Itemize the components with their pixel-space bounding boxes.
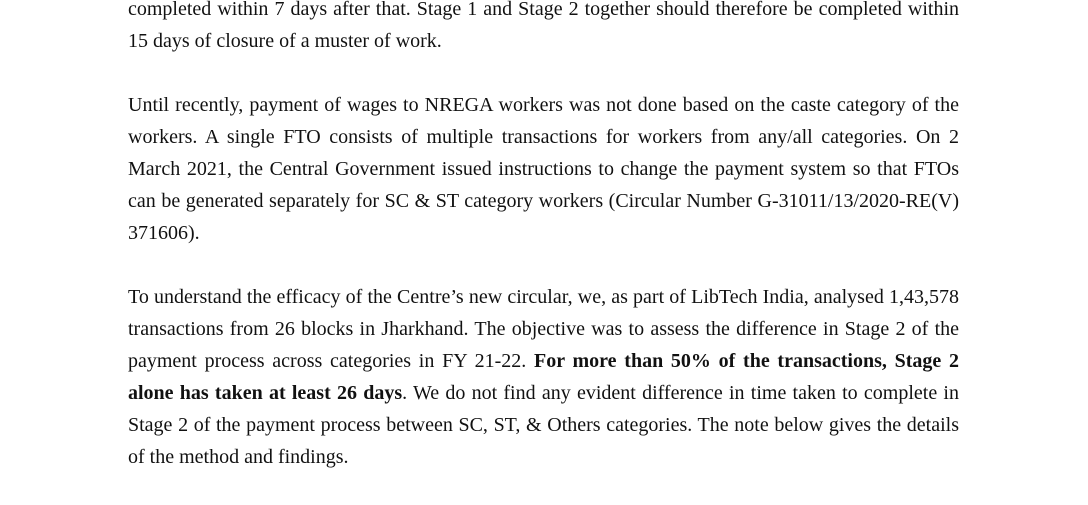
document-page	[128, 0, 959, 505]
paragraph-stage-timeline: completed within 7 days after that. Stage 1 and Stage 2 together should therefore be completed within 15 days of closure of a muster of work.	[128, 0, 959, 52]
findings-intro-text: To understand the efficacy of the Centre’s new circular, we, as part of LibTech India, analysed 1,43,578 transactions from 26 blocks in Jharkhand. The objective was to assess the difference in Stage 2 of the payment process across categories in FY 21-22.	[128, 286, 959, 372]
paragraph-analysis-findings	[128, 281, 959, 473]
paragraph-payment-system-change: Until recently, payment of wages to NREGA workers was not done based on the caste category of the workers. A single FTO consists of multiple transactions for workers from any/all categories. On 2 March 2021, the Central Government issued instructions to change the payment system so that FTOs can be generated separately for SC & ST category workers (Circular Number G-31011/13/2020-RE(V) 371606).	[128, 94, 959, 244]
findings-conclusion-text: . We do not find any evident difference in time taken to complete in Stage 2 of the payment process between SC, ST, & Others categories. The note below gives the details of the method and findings.	[128, 382, 959, 468]
findings-bold-highlight: For more than 50% of the transactions, Stage 2 alone has taken at least 26 days	[128, 350, 959, 404]
